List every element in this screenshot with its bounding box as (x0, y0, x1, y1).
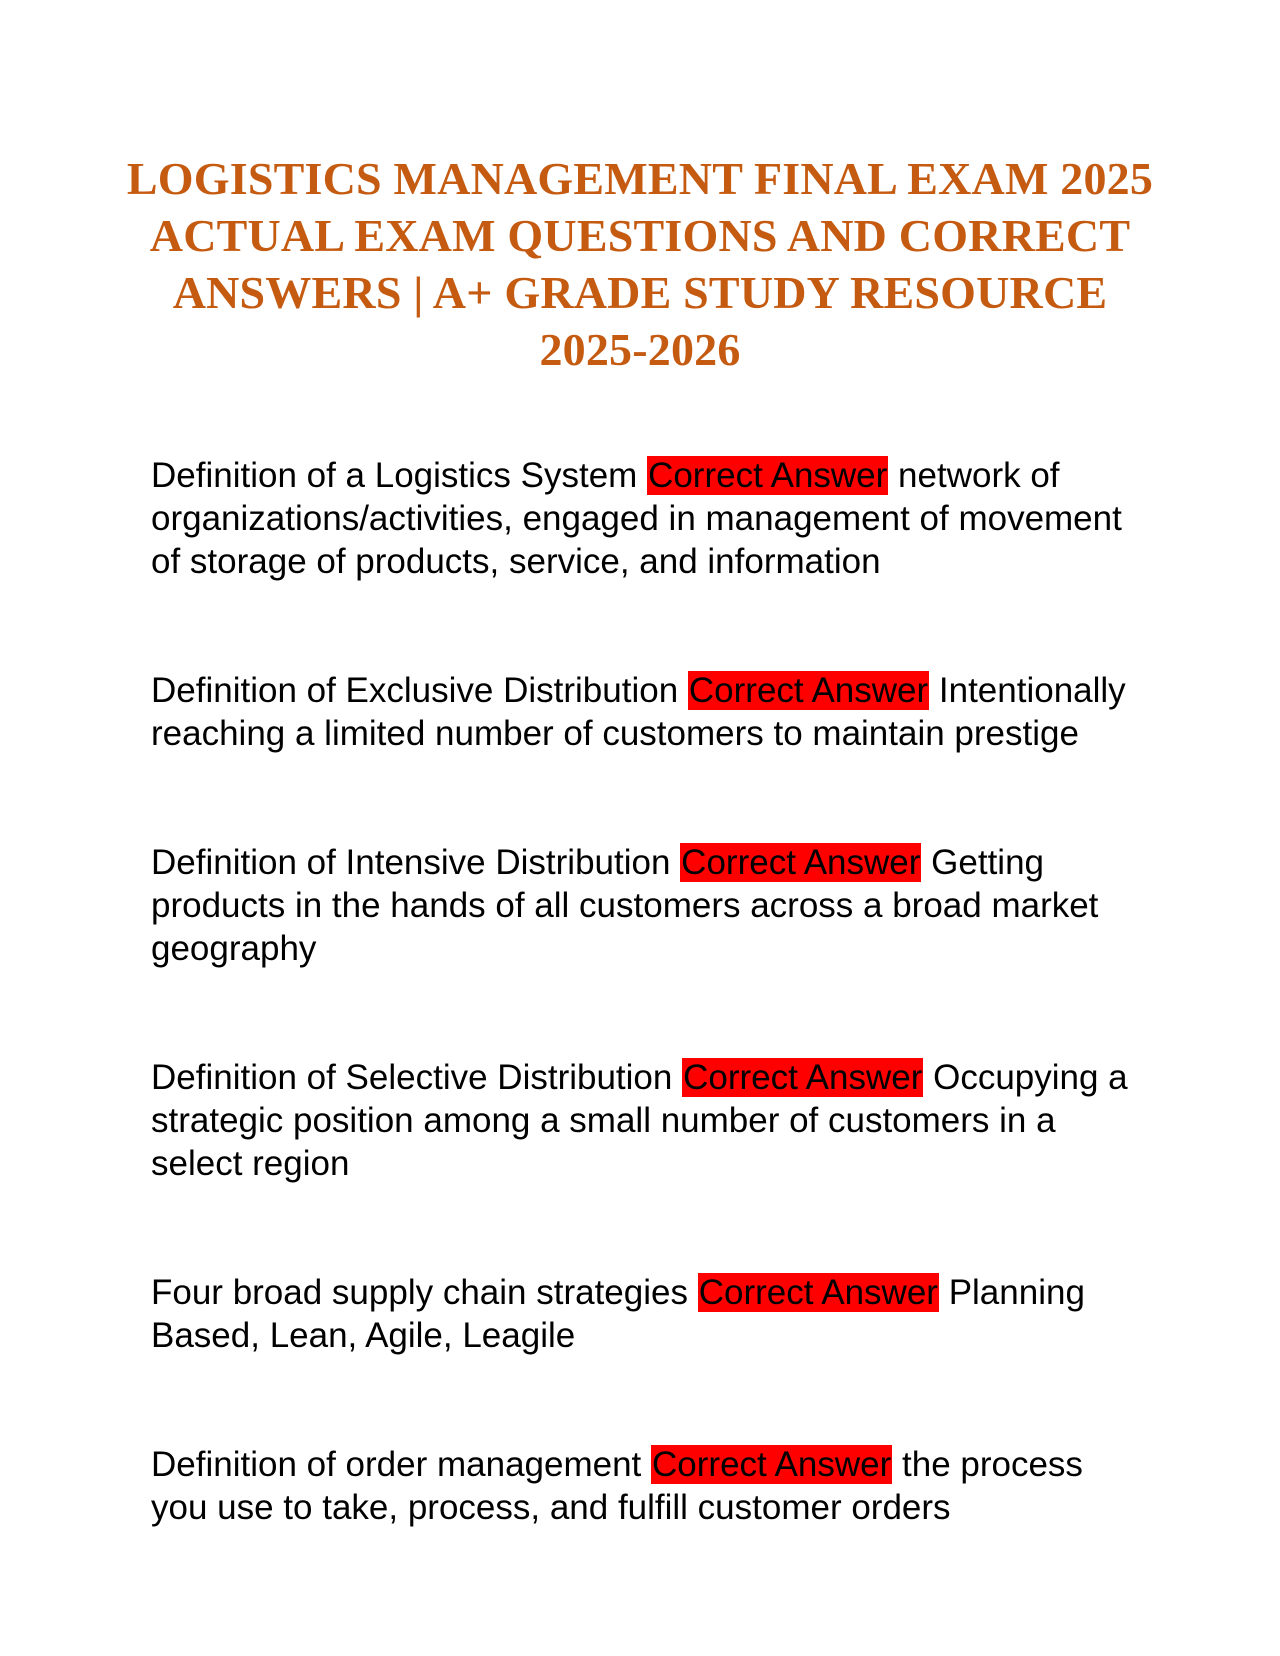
question-text: Definition of Selective Distribution (151, 1058, 673, 1097)
document-title: LOGISTICS MANAGEMENT FINAL EXAM 2025 ACTUAL EXAM QUESTIONS AND CORRECT ANSWERS | A+ GRADE STUDY RESOURCE 2025-2026 (126, 153, 1154, 375)
question-text: Definition of Exclusive Distribution (151, 671, 679, 710)
qa-list (151, 454, 1141, 1529)
answer-text: the process you use to take, process, and fulfill customer orders (151, 1445, 1083, 1527)
question-text: Definition of a Logistics System (151, 456, 638, 495)
correct-answer-label: Correct Answer (648, 456, 888, 495)
qa-item (151, 841, 1141, 970)
qa-item (151, 669, 1141, 755)
answer-text: Planning Based, Lean, Agile, Leagile (151, 1273, 1085, 1355)
qa-item (151, 454, 1141, 583)
correct-answer-label: Correct Answer (688, 671, 929, 710)
correct-answer-label: Correct Answer (698, 1273, 938, 1312)
answer-text: network of organizations/activities, engaged in management of movement of storage of products, service, and information (151, 456, 1122, 581)
answer-text: Intentionally reaching a limited number of customers to maintain prestige (151, 671, 1126, 753)
answer-text: Occupying a strategic position among a small number of customers in a select region (151, 1058, 1128, 1183)
question-text: Definition of Intensive Distribution (151, 843, 671, 882)
correct-answer-label: Correct Answer (683, 1058, 923, 1097)
question-text: Four broad supply chain strategies (151, 1273, 688, 1312)
correct-answer-label: Correct Answer (681, 843, 921, 882)
answer-text: Getting products in the hands of all customers across a broad market geography (151, 843, 1099, 968)
qa-item (151, 1056, 1141, 1185)
question-text: Definition of order management (151, 1445, 642, 1484)
correct-answer-label: Correct Answer (652, 1445, 892, 1484)
qa-item (151, 1443, 1141, 1529)
qa-item (151, 1271, 1141, 1357)
